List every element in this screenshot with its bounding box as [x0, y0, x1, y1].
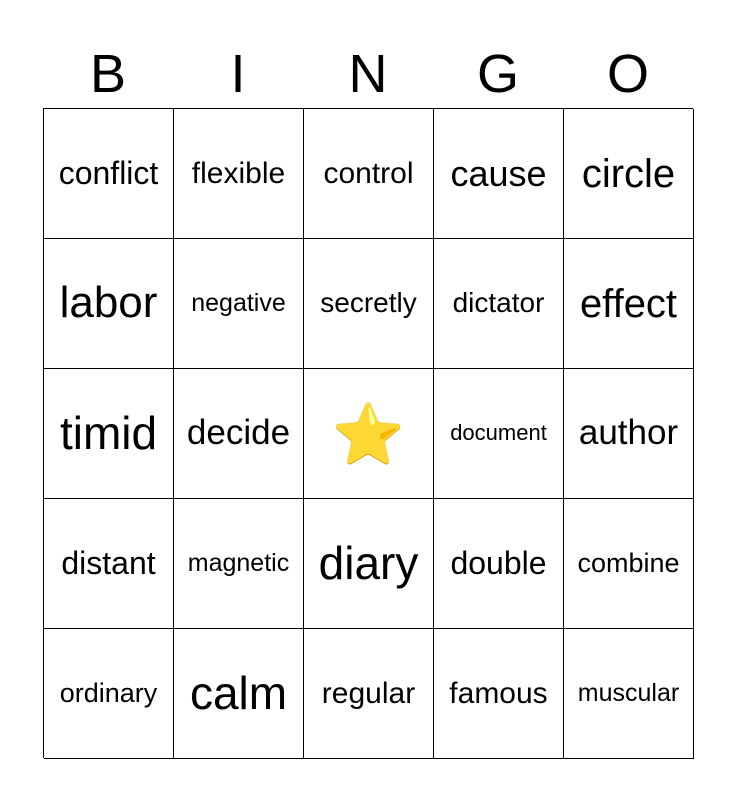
bingo-cell[interactable]: negative: [174, 239, 304, 369]
bingo-cell[interactable]: distant: [44, 499, 174, 629]
bingo-cell[interactable]: control: [304, 109, 434, 239]
bingo-cell[interactable]: famous: [434, 629, 564, 759]
star-icon: ⭐: [332, 399, 405, 468]
bingo-cell[interactable]: regular: [304, 629, 434, 759]
bingo-cell[interactable]: secretly: [304, 239, 434, 369]
bingo-cell[interactable]: combine: [564, 499, 694, 629]
header-letter-n: N: [348, 44, 388, 104]
bingo-cell[interactable]: cause: [434, 109, 564, 239]
bingo-cell[interactable]: dictator: [434, 239, 564, 369]
bingo-cell[interactable]: document: [434, 369, 564, 499]
bingo-cell[interactable]: circle: [564, 109, 694, 239]
bingo-cell[interactable]: magnetic: [174, 499, 304, 629]
bingo-cell[interactable]: decide: [174, 369, 304, 499]
bingo-cell[interactable]: flexible: [174, 109, 304, 239]
header-letter-g: G: [476, 44, 519, 104]
bingo-board: [43, 108, 693, 758]
header-letter-b: B: [89, 44, 127, 104]
header-letter-i: I: [230, 44, 246, 104]
bingo-cell[interactable]: diary: [304, 499, 434, 629]
bingo-header: [43, 40, 693, 108]
bingo-cell[interactable]: muscular: [564, 629, 694, 759]
bingo-cell[interactable]: labor: [44, 239, 174, 369]
bingo-cell[interactable]: effect: [564, 239, 694, 369]
free-space-cell[interactable]: [304, 369, 434, 499]
bingo-cell[interactable]: timid: [44, 369, 174, 499]
bingo-cell[interactable]: double: [434, 499, 564, 629]
bingo-cell[interactable]: ordinary: [44, 629, 174, 759]
bingo-cell[interactable]: author: [564, 369, 694, 499]
header-letter-o: O: [606, 44, 649, 104]
bingo-cell[interactable]: calm: [174, 629, 304, 759]
bingo-cell[interactable]: conflict: [44, 109, 174, 239]
